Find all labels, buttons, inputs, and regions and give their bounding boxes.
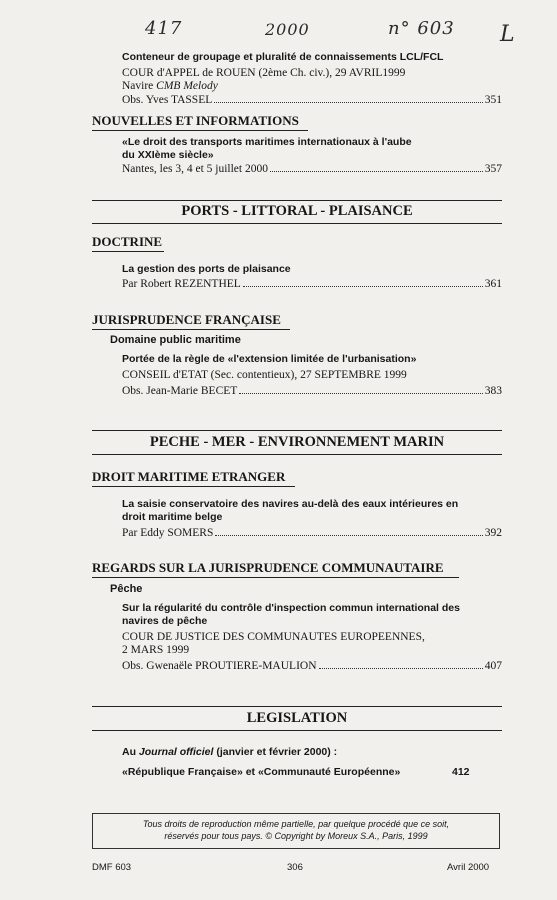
- copyright-box: [92, 813, 500, 849]
- jurisprudence-title: Portée de la règle de «l'extension limitée de l'urbanisation»: [122, 353, 417, 365]
- band-heading-legislation: LEGISLATION: [246, 710, 348, 726]
- page-number: 383: [484, 385, 502, 397]
- page-number: 361: [484, 278, 502, 290]
- section-heading-nouvelles: NOUVELLES ET INFORMATIONS: [92, 113, 299, 128]
- footer-page-number: 306: [287, 862, 303, 873]
- band-heading-peche: PECHE - MER - ENVIRONNEMENT MARIN: [149, 434, 445, 450]
- regards-subheading: Pêche: [110, 583, 143, 595]
- nouvelles-title-line1: «Le droit des transports maritimes internationaux à l'aube: [122, 136, 412, 148]
- entry-title: Conteneur de groupage et pluralité de connaissements LCL/FCL: [122, 51, 444, 63]
- section-heading-doctrine: DOCTRINE: [92, 234, 163, 249]
- copyright-line1: Tous droits de reproduction même partielle, par quelque procédé que ce soit,: [142, 819, 450, 829]
- handwritten-issue: n° 603: [388, 18, 455, 39]
- page-number: 412: [452, 766, 470, 778]
- section-heading-droit-etranger: DROIT MARITIME ETRANGER: [92, 469, 286, 484]
- entry-court: COUR d'APPEL de ROUEN (2ème Ch. civ.), 29 AVRIL1999: [122, 67, 406, 79]
- handwritten-number: 417: [145, 18, 183, 39]
- entry-obs-row: Obs. Yves TASSEL 351: [122, 94, 502, 106]
- regards-title-line2: navires de pêche: [122, 615, 208, 627]
- footer-journal: DMF 603: [92, 862, 132, 873]
- jurisprudence-subheading: Domaine public maritime: [110, 334, 241, 346]
- regards-obs-row: Obs. Gwenaële PROUTIERE-MAULION 407: [122, 660, 502, 672]
- nouvelles-detail-row: Nantes, les 3, 4 et 5 juillet 2000 357: [122, 163, 502, 175]
- nouvelles-title-line2: du XXIème siècle»: [122, 149, 214, 161]
- jurisprudence-court: CONSEIL d'ETAT (Sec. contentieux), 27 SEPTEMBRE 1999: [122, 369, 407, 381]
- page-number: 351: [484, 94, 502, 106]
- regards-court-line2: 2 MARS 1999: [122, 644, 190, 656]
- page-number: 392: [484, 527, 502, 539]
- footer-date: Avril 2000: [447, 862, 490, 873]
- page-number: 357: [484, 163, 502, 175]
- droit-etranger-author-row: Par Eddy SOMERS 392: [122, 527, 502, 539]
- doctrine-title: La gestion des ports de plaisance: [122, 263, 291, 275]
- handwritten-year: 2000: [265, 20, 310, 39]
- section-heading-jurisprudence: JURISPRUDENCE FRANÇAISE: [92, 312, 281, 327]
- doctrine-author-row: Par Robert REZENTHEL 361: [122, 278, 502, 290]
- legislation-line2: «République Française» et «Communauté Européenne»: [122, 766, 401, 778]
- entry-vessel: Navire CMB Melody: [122, 80, 218, 92]
- page-number: 407: [484, 660, 502, 672]
- handwritten-corner-mark: L: [500, 22, 516, 47]
- band-heading-ports: PORTS - LITTORAL - PLAISANCE: [181, 203, 413, 219]
- jurisprudence-obs-row: Obs. Jean-Marie BECET 383: [122, 385, 502, 397]
- droit-etranger-title-line2: droit maritime belge: [122, 511, 223, 523]
- droit-etranger-title-line1: La saisie conservatoire des navires au-delà des eaux intérieures en: [122, 498, 459, 510]
- vessel-name: CMB Melody: [156, 80, 218, 92]
- regards-court-line1: COUR DE JUSTICE DES COMMUNAUTES EUROPEENNES,: [122, 631, 425, 643]
- copyright-line2: réservés pour tous pays. © Copyright by Moreux S.A., Paris, 1999: [164, 831, 428, 841]
- regards-title-line1: Sur la régularité du contrôle d'inspection commun international des: [122, 602, 460, 614]
- legislation-line1: Au Journal officiel (janvier et février 2000) :: [122, 746, 338, 758]
- section-heading-regards: REGARDS SUR LA JURISPRUDENCE COMMUNAUTAIRE: [92, 560, 444, 575]
